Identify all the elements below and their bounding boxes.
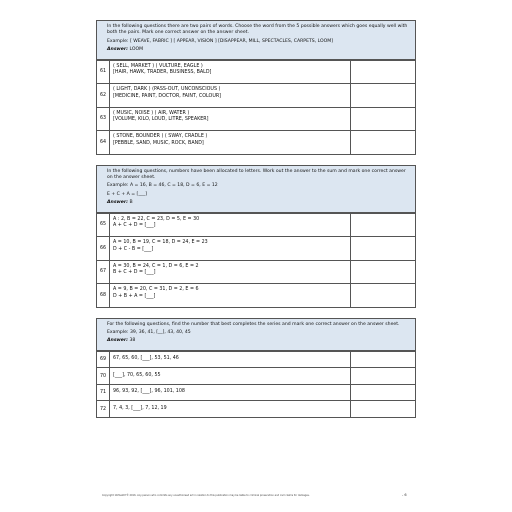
answer-cell[interactable] xyxy=(351,131,415,154)
answer-value: LOOM xyxy=(129,47,144,53)
worksheet xyxy=(96,20,416,428)
question-row xyxy=(97,351,415,368)
question-number: 69 xyxy=(97,352,110,368)
answer-value: 38 xyxy=(129,338,136,344)
question-number: 72 xyxy=(97,401,110,417)
instructions-box xyxy=(97,319,415,351)
answer-cell[interactable] xyxy=(351,214,415,237)
question-text: A = 10, B = 19, C = 18, D = 24, E = 23 D + C - B = [___] xyxy=(110,237,351,260)
question-text: A : 2, B = 22, C = 23, D = 5, E = 30 A + C + D = [___] xyxy=(110,214,351,237)
answer-cell[interactable] xyxy=(351,352,415,368)
question-text: ( SELL, MARKET ) ( VULTURE, EAGLE ) [HAIR, HAWK, TRADER, BUSINESS, BALD] xyxy=(110,61,351,84)
question-row xyxy=(97,260,415,284)
question-row xyxy=(97,83,415,107)
question-row xyxy=(97,367,415,384)
question-text: 7, 4, 3, [___], 7, 12, 19 xyxy=(110,401,351,417)
question-row xyxy=(97,283,415,307)
question-text: ( MUSIC, NOISE ) ( AIR, WATER ) [VOLUME, KILO, LOUD, LITRE, SPEAKER] xyxy=(110,108,351,131)
question-row xyxy=(97,213,415,237)
question-row xyxy=(97,107,415,131)
question-text: A = 30, B = 24, C = 1, D = 6, E = 2 B + C + D = [___] xyxy=(110,261,351,284)
question-row xyxy=(97,130,415,154)
answer-cell[interactable] xyxy=(351,108,415,131)
page-number: - 6 xyxy=(402,493,407,497)
answer-cell[interactable] xyxy=(351,84,415,107)
answer-cell[interactable] xyxy=(351,368,415,384)
question-number: 63 xyxy=(97,108,110,131)
answer-cell[interactable] xyxy=(351,385,415,401)
example-label: Example: xyxy=(107,330,129,336)
instruction-text: In the following questions there are two pairs of words. Choose the word from the 5 possible answers which goes equally well with both the pairs. Mark one correct answer on the answer sheet. xyxy=(107,24,408,36)
copyright-footer: Copyright 11PlusDIY® 2016. Any person who commits any unauthorised act in relation to this publication may be liable to criminal prosecution and civil claims for damages. xyxy=(102,494,310,497)
example-text: A = 16, B = 46, C = 18, D = 6, E = 12 xyxy=(129,183,218,189)
question-number: 64 xyxy=(97,131,110,154)
section-word-pairs xyxy=(96,20,416,155)
section-number-series xyxy=(96,318,416,418)
instruction-text: For the following questions, find the number that best completes the series and mark one correct answer on the answer sheet. xyxy=(107,321,400,327)
example-label: Example: xyxy=(107,183,129,189)
instructions-box xyxy=(97,21,415,60)
question-number: 68 xyxy=(97,284,110,307)
question-text: 96, 93, 92, [___], 96, 101, 108 xyxy=(110,385,351,401)
question-number: 61 xyxy=(97,61,110,84)
answer-label: Answer: xyxy=(107,47,129,53)
example-text: [ WEAVE, FABRIC ] [ APPEAR, VISION ] [DISAPPEAR, MILL, SPECTACLES, CARPETS, LOOM] xyxy=(129,38,334,44)
question-text: ( STONE, BOUNDER ) ( SWAY, CRADLE ) [PEBBLE, SAND, MUSIC, ROCK, BAND] xyxy=(110,131,351,154)
question-row xyxy=(97,400,415,417)
example-text: 39, 36, 41, [__], 43, 40, 45 xyxy=(129,330,191,336)
instruction-text: In the following questions, numbers have been allocated to letters. Work out the answer to the sum and mark one correct answer on the answer sheet. xyxy=(107,168,406,181)
question-number: 62 xyxy=(97,84,110,107)
question-row xyxy=(97,236,415,260)
question-text: [___], 70, 65, 60, 55 xyxy=(110,368,351,384)
question-number: 66 xyxy=(97,237,110,260)
question-text: ( LIGHT, DARK ) (PASS-OUT, UNCONSCIOUS ) [MEDICINE, PAINT, DOCTOR, FAINT, COLOUR] xyxy=(110,84,351,107)
question-number: 67 xyxy=(97,261,110,284)
answer-cell[interactable] xyxy=(351,237,415,260)
question-text: A = 9, B = 20, C = 31, D = 2, E = 6 D + B + A = [___] xyxy=(110,284,351,307)
answer-cell[interactable] xyxy=(351,61,415,84)
question-number: 70 xyxy=(97,368,110,384)
question-row xyxy=(97,384,415,401)
question-row xyxy=(97,60,415,84)
answer-label: Answer: xyxy=(107,338,129,344)
instructions-box xyxy=(97,166,415,213)
answer-label: Answer: xyxy=(107,200,129,206)
answer-cell[interactable] xyxy=(351,401,415,417)
example-sum: E + C + A = [___] xyxy=(107,191,148,197)
answer-cell[interactable] xyxy=(351,284,415,307)
section-letter-sums xyxy=(96,165,416,308)
question-number: 71 xyxy=(97,385,110,401)
answer-value: B xyxy=(129,200,133,206)
example-label: Example: xyxy=(107,38,129,44)
answer-cell[interactable] xyxy=(351,261,415,284)
question-text: 67, 65, 60, [___], 53, 51, 46 xyxy=(110,352,351,368)
question-number: 65 xyxy=(97,214,110,237)
